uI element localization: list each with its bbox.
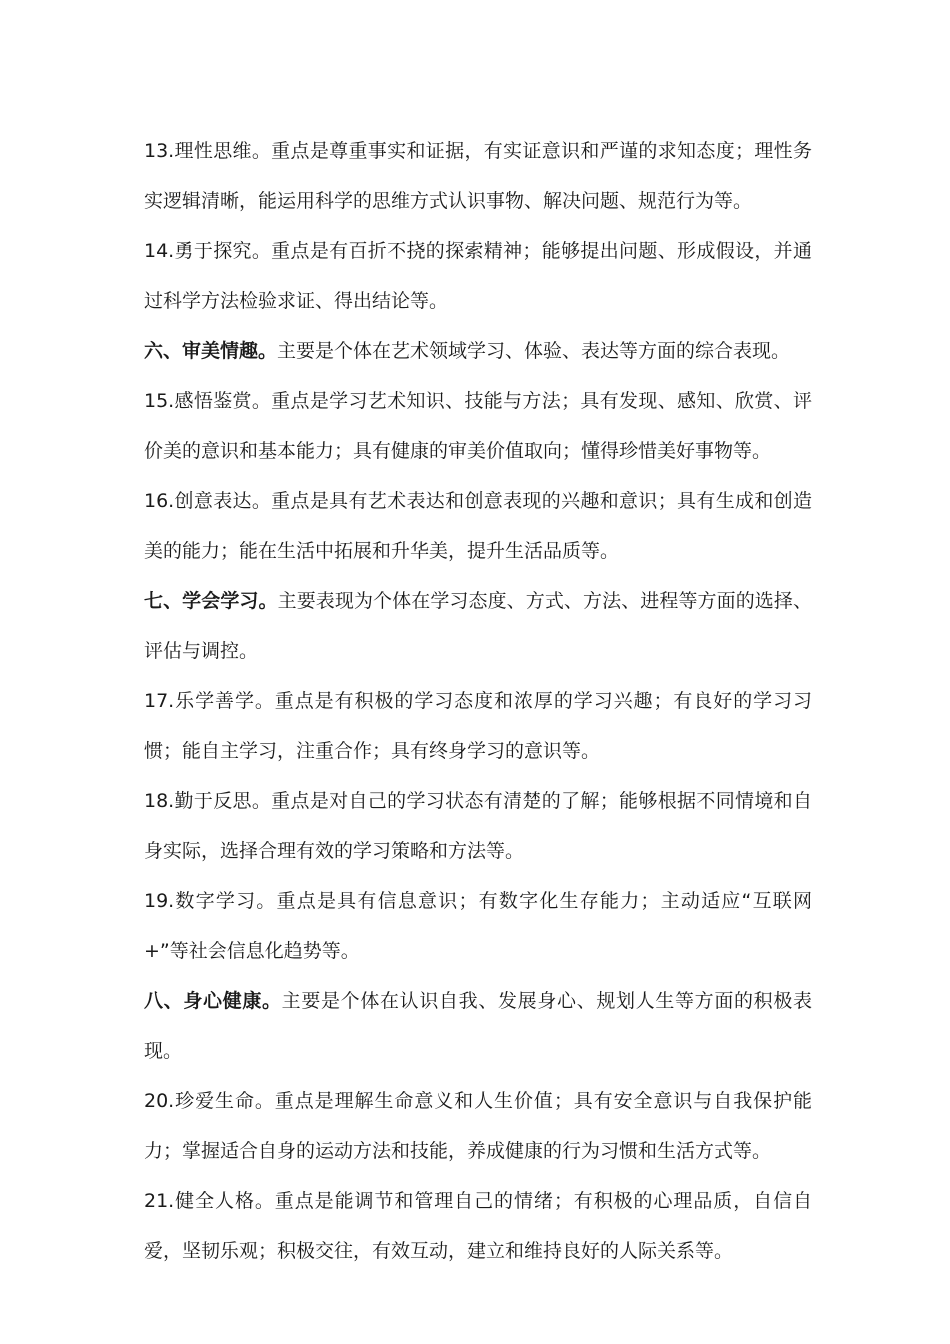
paragraph-text: 14.勇于探究。重点是有百折不挠的探索精神；能够提出问题、形成假设，并通过科学方法检验求证、得出结论等。 [144,240,812,312]
paragraph-text: 21.健全人格。重点是能调节和管理自己的情绪；有积极的心理品质，自信自爱，坚韧乐观；积极交往，有效互动，建立和维持良好的人际关系等。 [144,1190,812,1262]
section-heading: 七、学会学习。 [144,590,278,612]
paragraph-19-digital-learning [144,876,812,976]
paragraph-20-cherish-life [144,1076,812,1176]
paragraph-text: 20.珍爱生命。重点是理解生命意义和人生价值；具有安全意识与自我保护能力；掌握适合自身的运动方法和技能，养成健康的行为习惯和生活方式等。 [144,1090,812,1162]
paragraph-13-rational-thinking [144,126,812,226]
paragraph-21-sound-personality [144,1176,812,1276]
section-heading: 八、身心健康。 [144,990,282,1012]
paragraph-text: 13.理性思维。重点是尊重事实和证据，有实证意识和严谨的求知态度；理性务实逻辑清晰，能运用科学的思维方式认识事物、解决问题、规范行为等。 [144,140,812,212]
paragraph-text: 18.勤于反思。重点是对自己的学习状态有清楚的了解；能够根据不同情境和自身实际，选择合理有效的学习策略和方法等。 [144,790,812,862]
section-6-aesthetic-interest [144,326,812,376]
section-7-learning-to-learn [144,576,812,676]
paragraph-text: 19.数字学习。重点是具有信息意识；有数字化生存能力；主动适应“互联网+”等社会信息化趋势等。 [144,890,812,962]
paragraph-text: 15.感悟鉴赏。重点是学习艺术知识、技能与方法；具有发现、感知、欣赏、评价美的意识和基本能力；具有健康的审美价值取向；懂得珍惜美好事物等。 [144,390,812,462]
paragraph-15-appreciation [144,376,812,476]
section-description: 主要是个体在认识自我、发展身心、规划人生等方面的积极表现。 [144,990,812,1062]
document-body [144,126,812,1276]
paragraph-14-courage-to-explore [144,226,812,326]
section-description: 主要表现为个体在学习态度、方式、方法、进程等方面的选择、评估与调控。 [144,590,812,662]
paragraph-17-enjoy-learning [144,676,812,776]
paragraph-16-creative-expression [144,476,812,576]
section-8-physical-mental-health [144,976,812,1076]
section-description: 主要是个体在艺术领域学习、体验、表达等方面的综合表现。 [277,340,791,362]
paragraph-text: 17.乐学善学。重点是有积极的学习态度和浓厚的学习兴趣；有良好的学习习惯；能自主学习，注重合作；具有终身学习的意识等。 [144,690,812,762]
paragraph-text: 16.创意表达。重点是具有艺术表达和创意表现的兴趣和意识；具有生成和创造美的能力；能在生活中拓展和升华美，提升生活品质等。 [144,490,812,562]
paragraph-18-reflection [144,776,812,876]
section-heading: 六、审美情趣。 [144,340,278,362]
